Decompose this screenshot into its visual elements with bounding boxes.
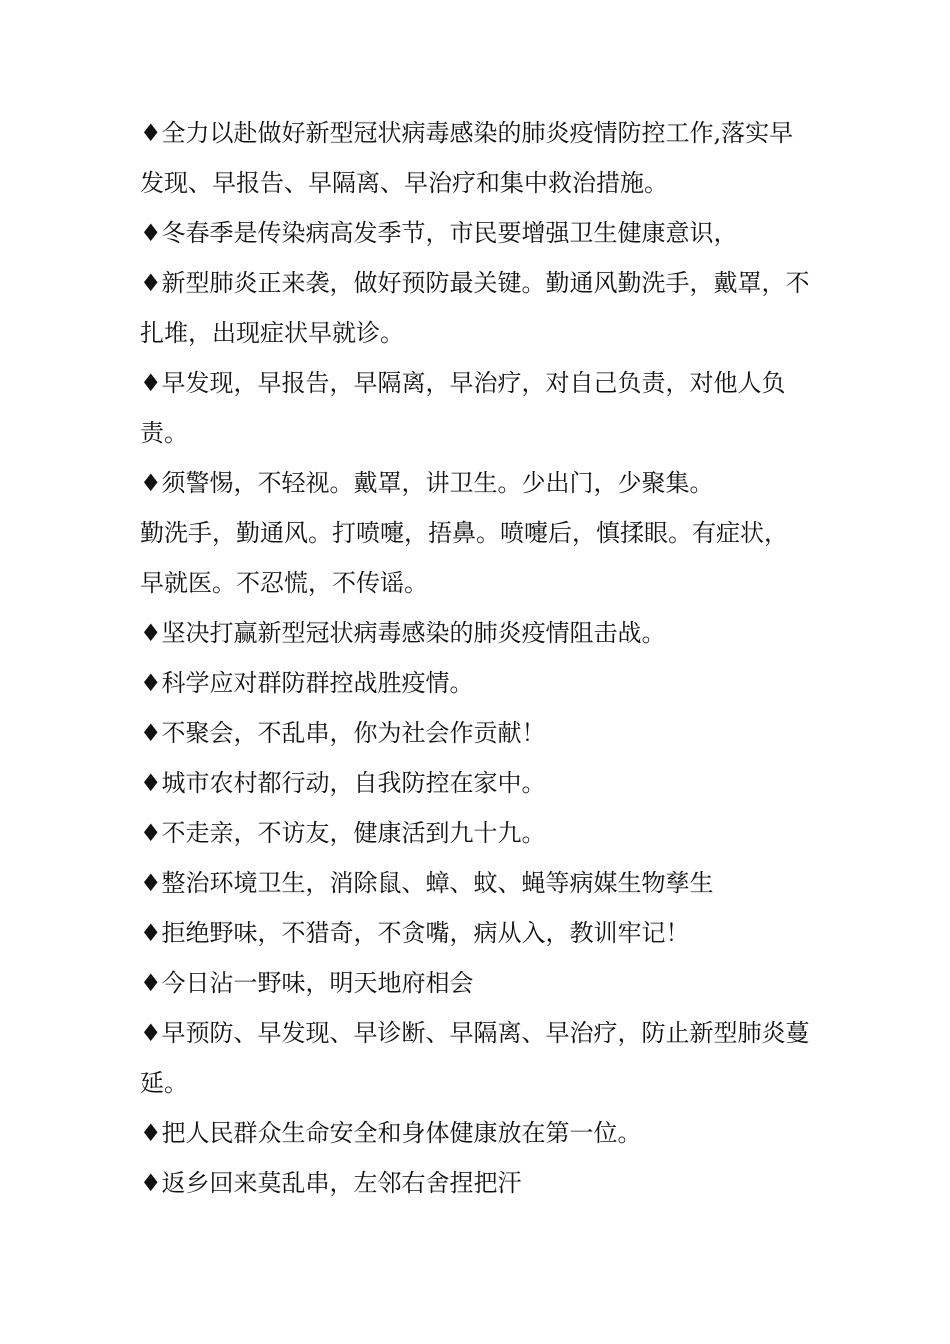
- text-line: ♦整治环境卫生，消除鼠、蟑、蚊、蝇等病媒生物孳生: [140, 869, 714, 897]
- text-line: ♦全力以赴做好新型冠状病毒感染的肺炎疫情防控工作,落实早: [140, 119, 794, 147]
- text-line: 早就医。不忍慌，不传谣。: [140, 569, 428, 597]
- text-line: ♦早预防、早发现、早诊断、早隔离、早治疗，防止新型肺炎蔓: [140, 1019, 810, 1047]
- text-line: 扎堆，出现症状早就诊。: [140, 319, 404, 347]
- text-line: 责。: [140, 419, 188, 447]
- text-line: ♦坚决打赢新型冠状病毒感染的肺炎疫情阻击战。: [140, 619, 666, 647]
- text-line: ♦城市农村都行动，自我防控在家中。: [140, 769, 546, 797]
- text-line: ♦把人民群众生命安全和身体健康放在第一位。: [140, 1119, 642, 1147]
- text-line: ♦新型肺炎正来袭，做好预防最关键。勤通风勤洗手，戴罩，不: [140, 269, 810, 297]
- text-line: 延。: [140, 1069, 188, 1097]
- document-body: [140, 108, 820, 1208]
- text-line: ♦科学应对群防群控战胜疫情。: [140, 669, 474, 697]
- text-line: 发现、早报告、早隔离、早治疗和集中救治措施。: [140, 169, 668, 197]
- text-line: 勤洗手，勤通风。打喷嚏，捂鼻。喷嚏后，慎揉眼。有症状，: [140, 519, 788, 547]
- text-line: ♦早发现，早报告，早隔离，早治疗，对自己负责，对他人负: [140, 369, 786, 397]
- text-line: ♦今日沾一野味，明天地府相会: [140, 969, 474, 997]
- text-line: ♦返乡回来莫乱串，左邻右舍捏把汗: [140, 1169, 522, 1197]
- text-line: ♦冬春季是传染病高发季节，市民要增强卫生健康意识，: [140, 219, 738, 247]
- text-line: ♦拒绝野味，不猎奇，不贪嘴，病从入，教训牢记！: [140, 919, 690, 947]
- text-line: ♦不聚会，不乱串，你为社会作贡献！: [140, 719, 546, 747]
- text-line: ♦不走亲，不访友，健康活到九十九。: [140, 819, 546, 847]
- text-line: ♦须警惕，不轻视。戴罩，讲卫生。少出门，少聚集。: [140, 469, 714, 497]
